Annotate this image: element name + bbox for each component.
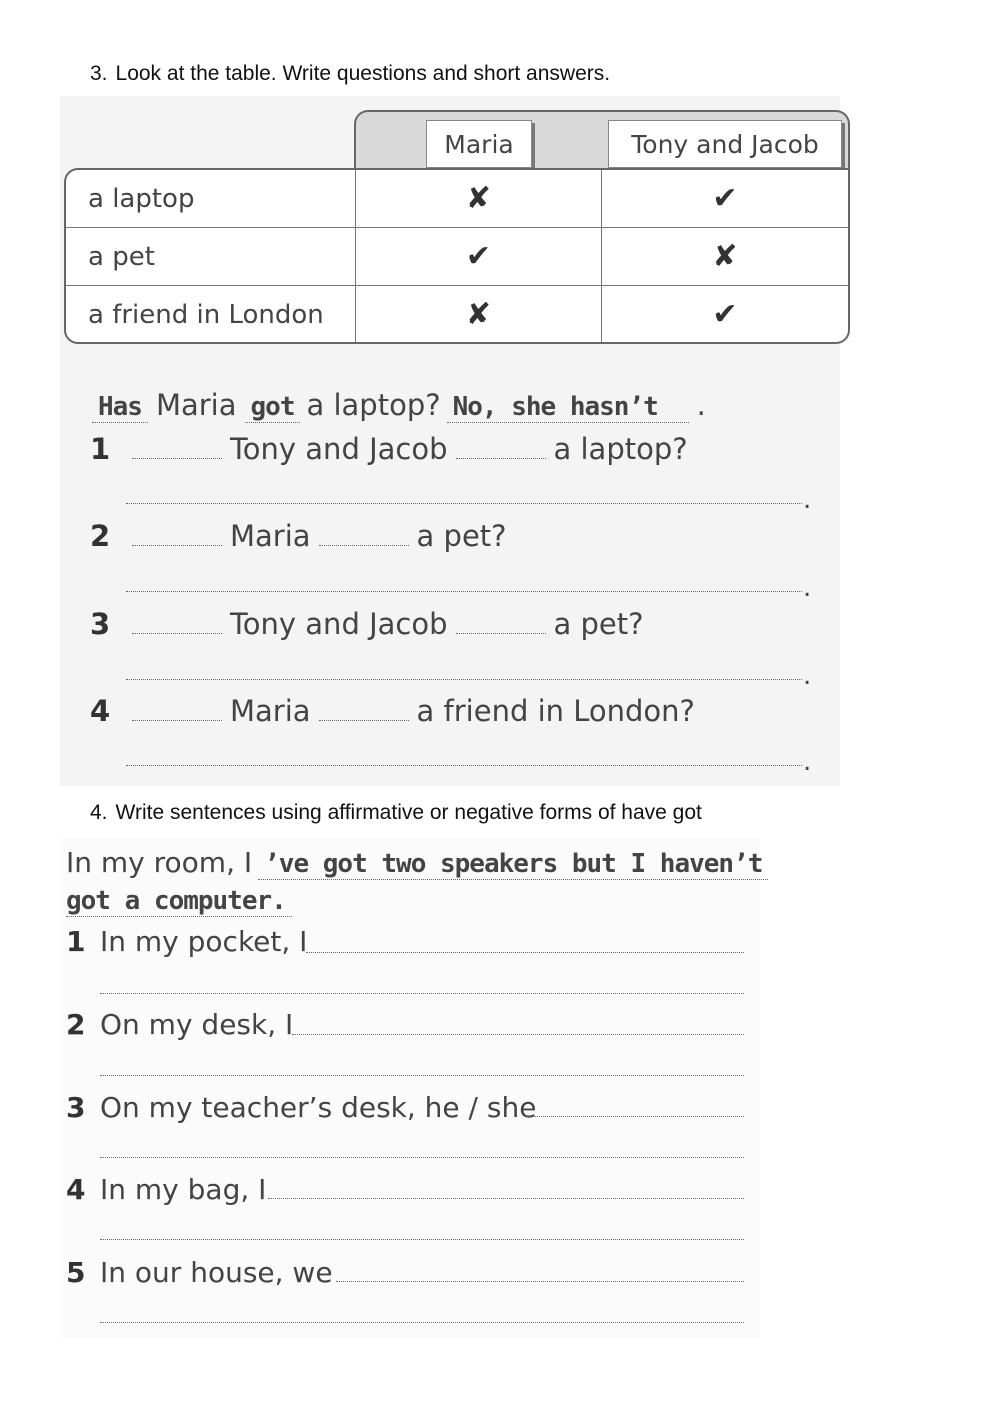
sentence-field[interactable]	[306, 952, 744, 953]
sentence-field-continued[interactable]	[100, 1322, 744, 1323]
question-subject: Tony and Jacob	[230, 432, 448, 466]
possession-table	[64, 110, 850, 344]
question-subject: Maria	[230, 519, 311, 553]
answer-field[interactable]	[126, 765, 802, 766]
question-row	[90, 694, 695, 728]
sentence-row	[66, 925, 307, 958]
blank-got-field[interactable]	[456, 632, 546, 634]
blank-got-field[interactable]	[319, 719, 409, 721]
example-object: a laptop?	[306, 388, 441, 422]
sentence-field[interactable]	[526, 1116, 744, 1117]
sentence-row	[66, 1091, 536, 1124]
blank-verb-field[interactable]	[132, 457, 222, 459]
sentence-prompt: In my pocket, I	[100, 925, 308, 958]
sentence-field-continued[interactable]	[100, 1075, 744, 1076]
question-row	[90, 432, 688, 466]
column-header-maria: Maria	[426, 120, 532, 168]
question-subject: Tony and Jacob	[230, 607, 448, 641]
example-end: .	[696, 388, 706, 422]
table-row	[66, 228, 848, 285]
sentence-field-continued[interactable]	[100, 993, 744, 994]
answer-field[interactable]	[126, 503, 802, 504]
question-row	[90, 519, 507, 553]
example-sentence	[66, 846, 768, 880]
sentence-number: 2	[66, 1008, 86, 1041]
question-number: 3	[90, 607, 111, 641]
section-4-heading-text: Write sentences using affirmative or negative forms of have got	[115, 801, 702, 824]
blank-got-field[interactable]	[456, 457, 546, 459]
sentence-prompt: On my desk, I	[100, 1008, 294, 1041]
answer-end: .	[803, 573, 812, 603]
question-number: 1	[90, 432, 111, 466]
sentence-field-continued[interactable]	[100, 1239, 744, 1240]
table-header-band	[354, 110, 850, 170]
example-prefix: In my room, I	[66, 846, 253, 879]
answer-end: .	[803, 661, 812, 691]
section-3-heading	[90, 62, 610, 86]
question-row	[90, 607, 644, 641]
answer-field[interactable]	[126, 679, 802, 680]
sentence-field[interactable]	[268, 1198, 744, 1199]
question-object: a friend in London?	[416, 694, 695, 728]
sentence-number: 4	[66, 1173, 86, 1206]
table-row	[66, 170, 848, 227]
blank-verb-field[interactable]	[132, 544, 222, 546]
table-row	[66, 286, 848, 343]
answer-end: .	[803, 485, 812, 515]
sentence-field[interactable]	[336, 1281, 744, 1282]
sentence-prompt: On my teacher’s desk, he / she	[100, 1091, 537, 1124]
sentence-row	[66, 1173, 266, 1206]
example-question	[92, 388, 706, 423]
question-object: a pet?	[416, 519, 507, 553]
answer-end: .	[803, 747, 812, 777]
table-body	[64, 168, 850, 344]
cross-mark-icon: ✘	[356, 170, 602, 227]
cross-mark-icon: ✘	[712, 239, 738, 274]
answer-field[interactable]	[126, 591, 802, 592]
section-4-heading	[90, 801, 702, 825]
row-label: a pet	[66, 228, 356, 285]
question-number: 2	[90, 519, 111, 553]
sentence-field-continued[interactable]	[100, 1157, 744, 1158]
question-number: 4	[90, 694, 111, 728]
example-answer-line-1: ’ve got two speakers but I haven’t	[258, 849, 768, 880]
question-object: a laptop?	[553, 432, 688, 466]
example-got: got	[245, 392, 301, 423]
example-subject: Maria	[155, 388, 237, 422]
question-subject: Maria	[230, 694, 311, 728]
sentence-prompt: In our house, we	[100, 1256, 333, 1289]
sentence-number: 3	[66, 1091, 86, 1124]
section-4-number: 4.	[90, 801, 108, 824]
sentence-number: 5	[66, 1256, 86, 1289]
cross-mark-icon: ✘	[356, 286, 602, 343]
blank-verb-field[interactable]	[132, 632, 222, 634]
row-label: a laptop	[66, 170, 356, 227]
row-label: a friend in London	[66, 286, 356, 343]
example-answer: No, she hasn’t	[447, 392, 689, 423]
section-3-number: 3.	[90, 62, 108, 85]
example-answer-line-2: got a computer.	[66, 886, 292, 917]
sentence-field[interactable]	[292, 1034, 744, 1035]
question-object: a pet?	[553, 607, 644, 641]
sentence-number: 1	[66, 925, 86, 958]
sentence-row	[66, 1008, 293, 1041]
check-mark-icon: ✔	[712, 297, 738, 332]
blank-got-field[interactable]	[319, 544, 409, 546]
column-header-tony-and-jacob: Tony and Jacob	[608, 120, 842, 168]
check-mark-icon: ✔	[712, 181, 738, 216]
section-3-heading-text: Look at the table. Write questions and short answers.	[115, 62, 611, 85]
example-sentence-continued	[66, 886, 292, 917]
sentence-row	[66, 1256, 333, 1289]
example-verb: Has	[92, 392, 148, 423]
blank-verb-field[interactable]	[132, 719, 222, 721]
check-mark-icon: ✔	[356, 228, 602, 285]
sentence-prompt: In my bag, I	[100, 1173, 267, 1206]
